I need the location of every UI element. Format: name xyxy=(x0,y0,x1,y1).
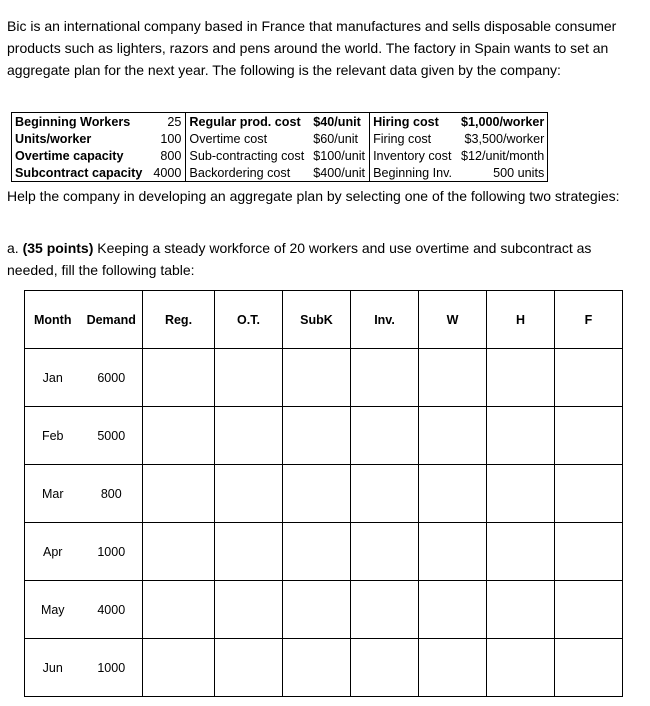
parameters-table xyxy=(11,112,548,182)
answer-cell-h[interactable] xyxy=(487,523,555,581)
parameters-cell: Hiring cost xyxy=(370,113,458,131)
month-cell: Apr xyxy=(25,523,81,581)
answer-cell-o-t[interactable] xyxy=(215,465,283,523)
answer-cell-inv[interactable] xyxy=(351,407,419,465)
parameters-cell: $1,000/worker xyxy=(458,113,548,131)
parameters-cell: 800 xyxy=(150,147,186,164)
parameters-cell: Beginning Workers xyxy=(12,113,151,131)
table-row xyxy=(25,407,623,465)
parameters-cell: 100 xyxy=(150,130,186,147)
parameters-cell: $12/unit/month xyxy=(458,147,548,164)
month-cell: Jun xyxy=(25,639,81,697)
answer-cell-inv[interactable] xyxy=(351,523,419,581)
demand-cell: 1000 xyxy=(81,523,143,581)
answer-cell-inv[interactable] xyxy=(351,581,419,639)
column-header-f: F xyxy=(555,291,623,349)
parameters-cell: Overtime cost xyxy=(189,131,268,146)
answer-cell-subk[interactable] xyxy=(283,349,351,407)
demand-cell: 1000 xyxy=(81,639,143,697)
answer-cell-f[interactable] xyxy=(555,465,623,523)
month-cell: May xyxy=(25,581,81,639)
parameters-cell: $400/unit xyxy=(310,164,369,182)
demand-cell: 800 xyxy=(81,465,143,523)
month-cell: Jan xyxy=(25,349,81,407)
answer-cell-w[interactable] xyxy=(419,407,487,465)
answer-cell-o-t[interactable] xyxy=(215,349,283,407)
plan-header-row xyxy=(25,291,623,349)
column-header-w: W xyxy=(419,291,487,349)
answer-cell-inv[interactable] xyxy=(351,465,419,523)
parameters-cell: Units/worker xyxy=(12,130,151,147)
parameters-cell: Subcontract capacity xyxy=(12,164,151,182)
column-header-o-t: O.T. xyxy=(215,291,283,349)
answer-cell-reg[interactable] xyxy=(143,465,215,523)
column-header-subk: SubK xyxy=(283,291,351,349)
table-row xyxy=(25,349,623,407)
parameters-cell: 500 units xyxy=(458,164,548,182)
answer-cell-subk[interactable] xyxy=(283,523,351,581)
parameters-table-body xyxy=(12,113,548,182)
parameters-cell: 4000 xyxy=(150,164,186,182)
plan-table-body xyxy=(25,349,623,697)
answer-cell-h[interactable] xyxy=(487,639,555,697)
column-header-demand: Demand xyxy=(81,291,143,349)
column-header-month: Month xyxy=(25,291,81,349)
answer-cell-o-t[interactable] xyxy=(215,407,283,465)
answer-cell-subk[interactable] xyxy=(283,639,351,697)
answer-cell-o-t[interactable] xyxy=(215,523,283,581)
answer-cell-w[interactable] xyxy=(419,465,487,523)
intro-paragraph: Bic is an international company based in France that manufactures and sells disposable consumer products such as lighters, razors and pens around the world. The factory in Spain wants to set an aggregate plan for the next year. The following is the relevant data given by the company: xyxy=(7,18,617,79)
month-cell: Mar xyxy=(25,465,81,523)
demand-cell: 4000 xyxy=(81,581,143,639)
answer-cell-h[interactable] xyxy=(487,349,555,407)
parameters-cell: $100/unit xyxy=(310,147,369,164)
answer-cell-w[interactable] xyxy=(419,349,487,407)
answer-cell-subk[interactable] xyxy=(283,581,351,639)
part-a-text: Keeping a steady workforce of 20 workers and use overtime and subcontract as needed, fill the following table: xyxy=(7,240,592,278)
parameters-cell: Sub-contracting cost xyxy=(189,148,305,163)
part-a-points: (35 points) xyxy=(22,240,94,256)
demand-cell: 5000 xyxy=(81,407,143,465)
answer-cell-inv[interactable] xyxy=(351,639,419,697)
help-text: Help the company in developing an aggregate plan by selecting one of the following two strategies: xyxy=(7,188,620,204)
answer-cell-f[interactable] xyxy=(555,349,623,407)
answer-cell-h[interactable] xyxy=(487,407,555,465)
answer-cell-reg[interactable] xyxy=(143,523,215,581)
parameters-cell: Regular prod. cost xyxy=(186,113,310,131)
answer-cell-f[interactable] xyxy=(555,523,623,581)
answer-cell-w[interactable] xyxy=(419,523,487,581)
column-header-h: H xyxy=(487,291,555,349)
parameters-cell: $3,500/worker xyxy=(458,130,548,147)
parameters-row xyxy=(12,147,548,164)
parameters-row xyxy=(12,164,548,182)
answer-cell-h[interactable] xyxy=(487,581,555,639)
part-a-question xyxy=(7,237,637,281)
parameters-cell: Firing cost xyxy=(373,131,432,146)
answer-cell-h[interactable] xyxy=(487,465,555,523)
column-header-inv: Inv. xyxy=(351,291,419,349)
answer-cell-reg[interactable] xyxy=(143,581,215,639)
table-row xyxy=(25,523,623,581)
table-row xyxy=(25,465,623,523)
answer-cell-o-t[interactable] xyxy=(215,581,283,639)
parameters-row xyxy=(12,113,548,131)
aggregate-plan-table xyxy=(24,290,623,697)
answer-cell-reg[interactable] xyxy=(143,349,215,407)
month-cell: Feb xyxy=(25,407,81,465)
answer-cell-subk[interactable] xyxy=(283,465,351,523)
table-row xyxy=(25,639,623,697)
answer-cell-f[interactable] xyxy=(555,581,623,639)
answer-cell-o-t[interactable] xyxy=(215,639,283,697)
parameters-cell: $40/unit xyxy=(310,113,369,131)
answer-cell-reg[interactable] xyxy=(143,639,215,697)
parameters-cell: 25 xyxy=(150,113,186,131)
parameters-cell: Beginning Inv. xyxy=(370,164,458,182)
answer-cell-subk[interactable] xyxy=(283,407,351,465)
column-header-reg: Reg. xyxy=(143,291,215,349)
answer-cell-reg[interactable] xyxy=(143,407,215,465)
answer-cell-w[interactable] xyxy=(419,581,487,639)
answer-cell-f[interactable] xyxy=(555,639,623,697)
parameters-row xyxy=(12,130,548,147)
parameters-cell: $60/unit xyxy=(310,130,369,147)
parameters-cell: Backordering cost xyxy=(186,164,310,182)
parameters-cell: Overtime capacity xyxy=(12,147,151,164)
answer-cell-inv[interactable] xyxy=(351,349,419,407)
answer-cell-f[interactable] xyxy=(555,407,623,465)
parameters-cell: Inventory cost xyxy=(373,148,452,163)
table-row xyxy=(25,581,623,639)
answer-cell-w[interactable] xyxy=(419,639,487,697)
part-a-label: a. xyxy=(7,240,23,256)
demand-cell: 6000 xyxy=(81,349,143,407)
